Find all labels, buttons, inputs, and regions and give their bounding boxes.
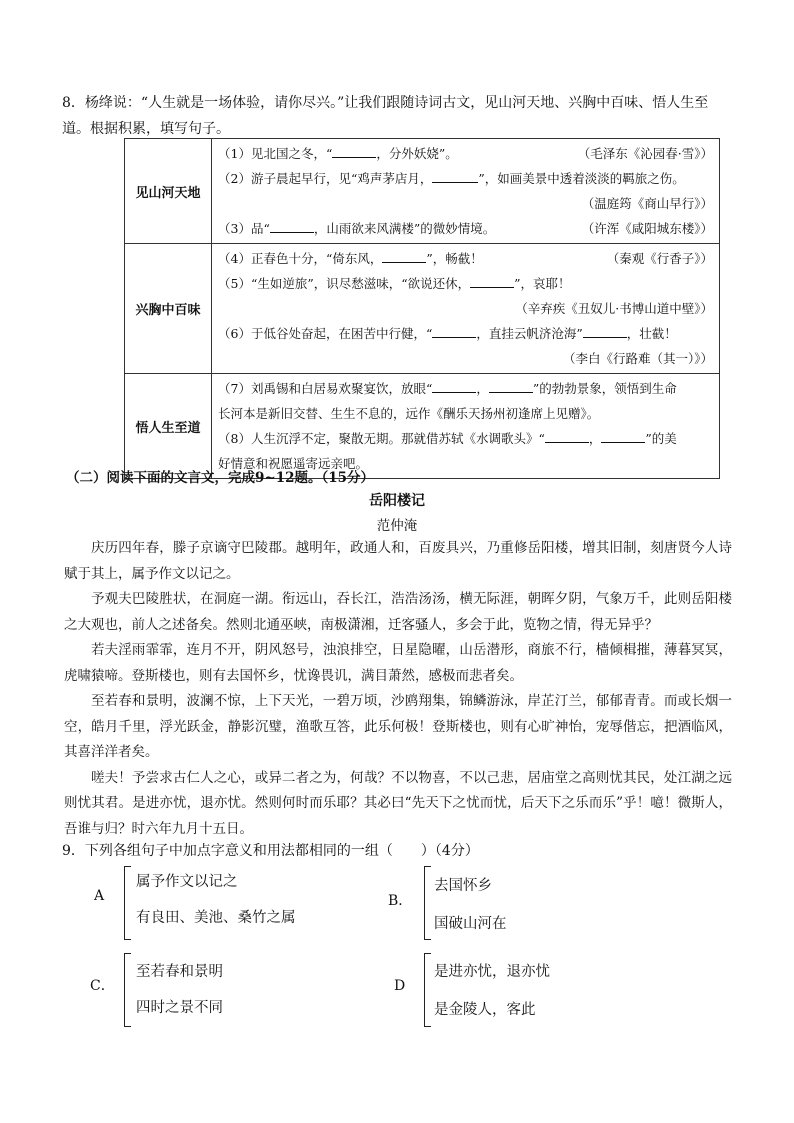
- passage-paragraph: 至若春和景明，波澜不惊，上下天光，一碧万顷，沙鸥翔集，锦鳞游泳，岸芷汀兰，郁郁青青。而或长烟一空，皓月千里，浮光跃金，静影沉璧，渔歌互答，此乐何极！登斯楼也，则有心旷神怡，宠辱偕忘，把酒临风，其喜洋洋者矣。: [64, 693, 732, 760]
- answer-blank[interactable]: [382, 248, 426, 263]
- item-text: （8）人生沉浮不定，聚散无期。那就借苏轼《水调歌头》“: [218, 431, 545, 446]
- item-4: [218, 246, 713, 271]
- table-row: [125, 374, 720, 479]
- option-sentence-2: 四时之景不同: [136, 1000, 223, 1016]
- question-8-stem: [62, 90, 742, 142]
- row-content: [212, 139, 720, 244]
- source-citation: （秦观《行香子》）: [606, 251, 713, 266]
- item-text: ”的勃勃景象，领悟到生命: [532, 381, 677, 396]
- item-2-source: [218, 191, 713, 216]
- item-8: [218, 426, 713, 451]
- item-7: [218, 376, 713, 401]
- option-sentence-1: 至若春和景明: [136, 964, 223, 980]
- passage-paragraph: 若夫淫雨霏霏，连月不开，阴风怒号，浊浪排空，日星隐曜，山岳潜形，商旅不行，樯倾楫摧，薄暮冥冥，虎啸猿啼。登斯楼也，则有去国怀乡，忧谗畏讥，满目萧然，感极而悲者矣。: [64, 642, 732, 684]
- option-letter: A: [94, 888, 105, 904]
- fill-in-table: [124, 138, 720, 479]
- table-row: [125, 139, 720, 244]
- option-sentence-1: 去国怀乡: [434, 878, 492, 894]
- item-text: ，壮截！: [626, 326, 677, 341]
- passage-body: [64, 536, 732, 842]
- brace-icon: [124, 953, 131, 1027]
- option-sentence-2: 是金陵人，客此: [434, 1002, 536, 1018]
- question-8-line-2: 道。根据积累，填写句子。: [62, 121, 230, 137]
- answer-blank[interactable]: [489, 378, 533, 393]
- item-text: ，: [588, 431, 602, 446]
- passage-paragraph: 予观夫巴陵胜状，在洞庭一湖。衔远山，吞长江，浩浩汤汤，横无际涯，朝晖夕阴，气象万千，此则岳阳楼之大观也，前人之述备矣。然则北通巫峡，南极潇湘，迁客骚人，多会于此，览物之情，得无异乎？: [64, 591, 732, 633]
- answer-blank[interactable]: [332, 143, 376, 158]
- item-text: （7）刘禹锡和白居易欢聚宴饮，放眼“: [218, 381, 433, 396]
- row-category: 悟人生至道: [125, 374, 212, 479]
- passage-title: 岳阳楼记: [369, 493, 425, 509]
- item-text: ，山雨欲来风满楼”的微妙情境。: [313, 221, 496, 236]
- item-text: ”，畅截！: [426, 251, 483, 266]
- answer-blank[interactable]: [432, 168, 478, 183]
- source-citation: （毛泽东《沁园春·雪》）: [577, 146, 713, 161]
- item-text: （3）品“: [218, 221, 270, 236]
- item-text: ”，如画美景中透着淡淡的羁旅之伤。: [478, 171, 685, 186]
- option-sentence-2: 国破山河在: [434, 916, 507, 932]
- answer-blank[interactable]: [545, 428, 589, 443]
- question-9-stem: 9．下列各组句子中加点字意义和用法都相同的一组（ ）（4分）: [62, 843, 479, 859]
- item-text: 好情意和祝愿遥寄远亲吧。: [218, 456, 369, 471]
- row-content: [212, 244, 720, 374]
- item-5: [218, 271, 713, 296]
- answer-blank[interactable]: [270, 218, 314, 233]
- passage-paragraph: 庆历四年春，滕子京谪守巴陵郡。越明年，政通人和，百废具兴，乃重修岳阳楼，增其旧制，刻唐贤今人诗赋于其上，属予作文以记之。: [64, 540, 732, 582]
- answer-blank[interactable]: [432, 323, 476, 338]
- table-row: [125, 244, 720, 374]
- item-text: （2）游子晨起早行，见“鸡声茅店月，: [218, 171, 433, 186]
- row-category: 兴胸中百味: [125, 244, 212, 374]
- item-7-cont: [218, 401, 713, 426]
- source-citation: （辛弃疾《丑奴儿·书博山道中壁》）: [515, 301, 713, 316]
- answer-blank[interactable]: [432, 378, 476, 393]
- option-sentence-2: 有良田、美池、桑竹之属: [136, 910, 296, 926]
- item-text: （4）正春色十分，“倚东风，: [218, 251, 383, 266]
- answer-blank[interactable]: [601, 428, 645, 443]
- brace-icon: [124, 866, 131, 940]
- item-6: [218, 321, 713, 346]
- question-8-line-1: 8．杨绛说：“人生就是一场体验，请你尽兴。”让我们跟随诗词古文，见山河天地、兴胸中百味、悟人生至: [62, 95, 709, 111]
- source-citation: （温庭筠《商山早行》）: [581, 196, 713, 211]
- item-5-source: [218, 296, 713, 321]
- row-category: 见山河天地: [125, 139, 212, 244]
- item-text: ，直挂云帆济沧海”: [476, 326, 583, 341]
- item-3: [218, 216, 713, 241]
- item-2: [218, 166, 713, 191]
- source-citation: （李白《行路难（其一）》）: [562, 351, 713, 366]
- option-sentence-1: 是进亦忧，退亦忧: [434, 964, 550, 980]
- item-text: （5）“生如逆旅”，识尽愁滋味，“欲说还休，: [218, 276, 471, 291]
- item-text: （6）于低谷处奋起，在困苦中行健，“: [218, 326, 433, 341]
- section-heading: （二）阅读下面的文言文，完成9~12题。（15分）: [66, 470, 375, 486]
- option-letter: C．: [90, 978, 115, 994]
- item-text: 长河本是新旧交替、生生不息的，远作《酬乐天扬州初逢席上见赠》。: [218, 406, 600, 421]
- item-1: [218, 141, 713, 166]
- brace-icon: [424, 866, 431, 940]
- passage-paragraph: 嗟夫！予尝求古仁人之心，或异二者之为，何哉？不以物喜，不以己悲，居庙堂之高则忧其民，处江湖之远则忧其君。是进亦忧，退亦忧。然则何时而乐耶？其必曰“先天下之忧而忧，后天下之乐而乐”乎！噫！微斯人，吾谁与归？时六年九月十五日。: [64, 769, 732, 837]
- option-letter: B．: [388, 893, 413, 909]
- option-sentence-1: 属予作文以记之: [136, 874, 238, 890]
- row-content: [212, 374, 720, 479]
- item-6-source: [218, 346, 713, 371]
- source-citation: （许浑《咸阳城东楼》）: [581, 221, 713, 236]
- brace-icon: [424, 953, 431, 1027]
- answer-blank[interactable]: [470, 273, 514, 288]
- answer-blank[interactable]: [583, 323, 627, 338]
- passage-author: 范仲淹: [376, 518, 418, 534]
- item-text: ”，哀耶！: [514, 276, 571, 291]
- item-text: ，分外妖娆”。: [376, 146, 458, 161]
- item-text: （1）见北国之冬，“: [218, 146, 333, 161]
- option-letter: D: [394, 978, 406, 994]
- item-text: ”的美: [645, 431, 677, 446]
- item-text: ，: [476, 381, 489, 396]
